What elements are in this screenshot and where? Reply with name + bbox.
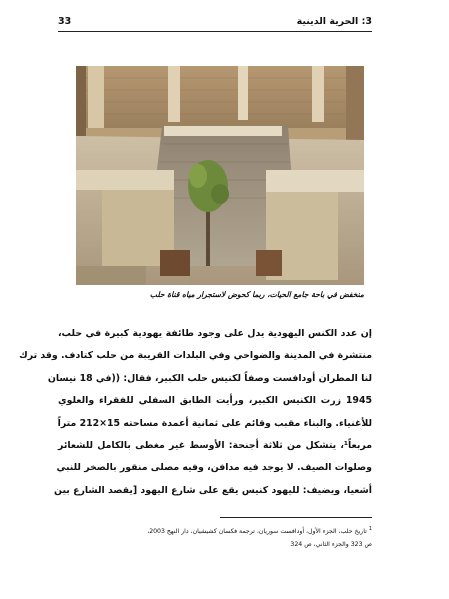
page-number: 33 <box>58 15 72 27</box>
courtyard-photo <box>76 66 364 285</box>
footnote-rule <box>220 517 372 518</box>
figure-caption: منخفض في باحة جامع الحيات، ربما كحوض لاستجرار مياه قناة حلب <box>149 290 364 299</box>
body-text <box>19 323 372 502</box>
footnote-line: ص 323 والجزء الثاني، ص 324 <box>290 541 372 549</box>
body-line: أشعيا، ويضيف: لليهود كنيس يقع على شارع اليهود [يقصد الشارع بين <box>54 484 372 496</box>
body-line: 1945 زرت الكنيس الكبير، ورأيت الطابق السفلي للفقراء والعلوي <box>58 395 372 407</box>
body-line: منتشرة في المدينة والضواحي وفي البلدات القريبة من حلب كتادف. وقد ترك <box>19 350 372 362</box>
chapter-title: 3: الحرية الدينية <box>296 15 372 27</box>
footnote <box>58 523 372 551</box>
header-rule <box>58 31 372 32</box>
footnote-text: تاريخ حلب، الجزء الأول، أودافست سوريان، ترجمة فكسان كشيشيان، دار النهج 2003، <box>147 528 367 536</box>
running-header <box>58 14 372 28</box>
body-line: لنا المطران أودافست وصفاً لكنيس حلب الكبير، فقال: ((في 18 نيسان <box>47 372 372 384</box>
body-line: إن عدد الكنس اليهودية يدل على وجود طائفة يهودية كبيرة في حلب، <box>58 328 372 339</box>
footnote-marker: 1 <box>368 526 372 532</box>
footnote-line <box>58 523 372 538</box>
body-line: مربعاً¹، يتشكل من ثلاثة أجنحة: الأوسط غير مغطى بالكامل للشعائر <box>58 439 372 451</box>
body-line: وصلوات الصيف. لا يوجد فيه مدافن، وفيه مصلى منقور بالصخر للنبي <box>56 462 372 474</box>
body-line: للأغنياء. والبناء مقبب وقائم على ثمانية أعمدة مساحته 15×212 متراً <box>57 417 372 429</box>
